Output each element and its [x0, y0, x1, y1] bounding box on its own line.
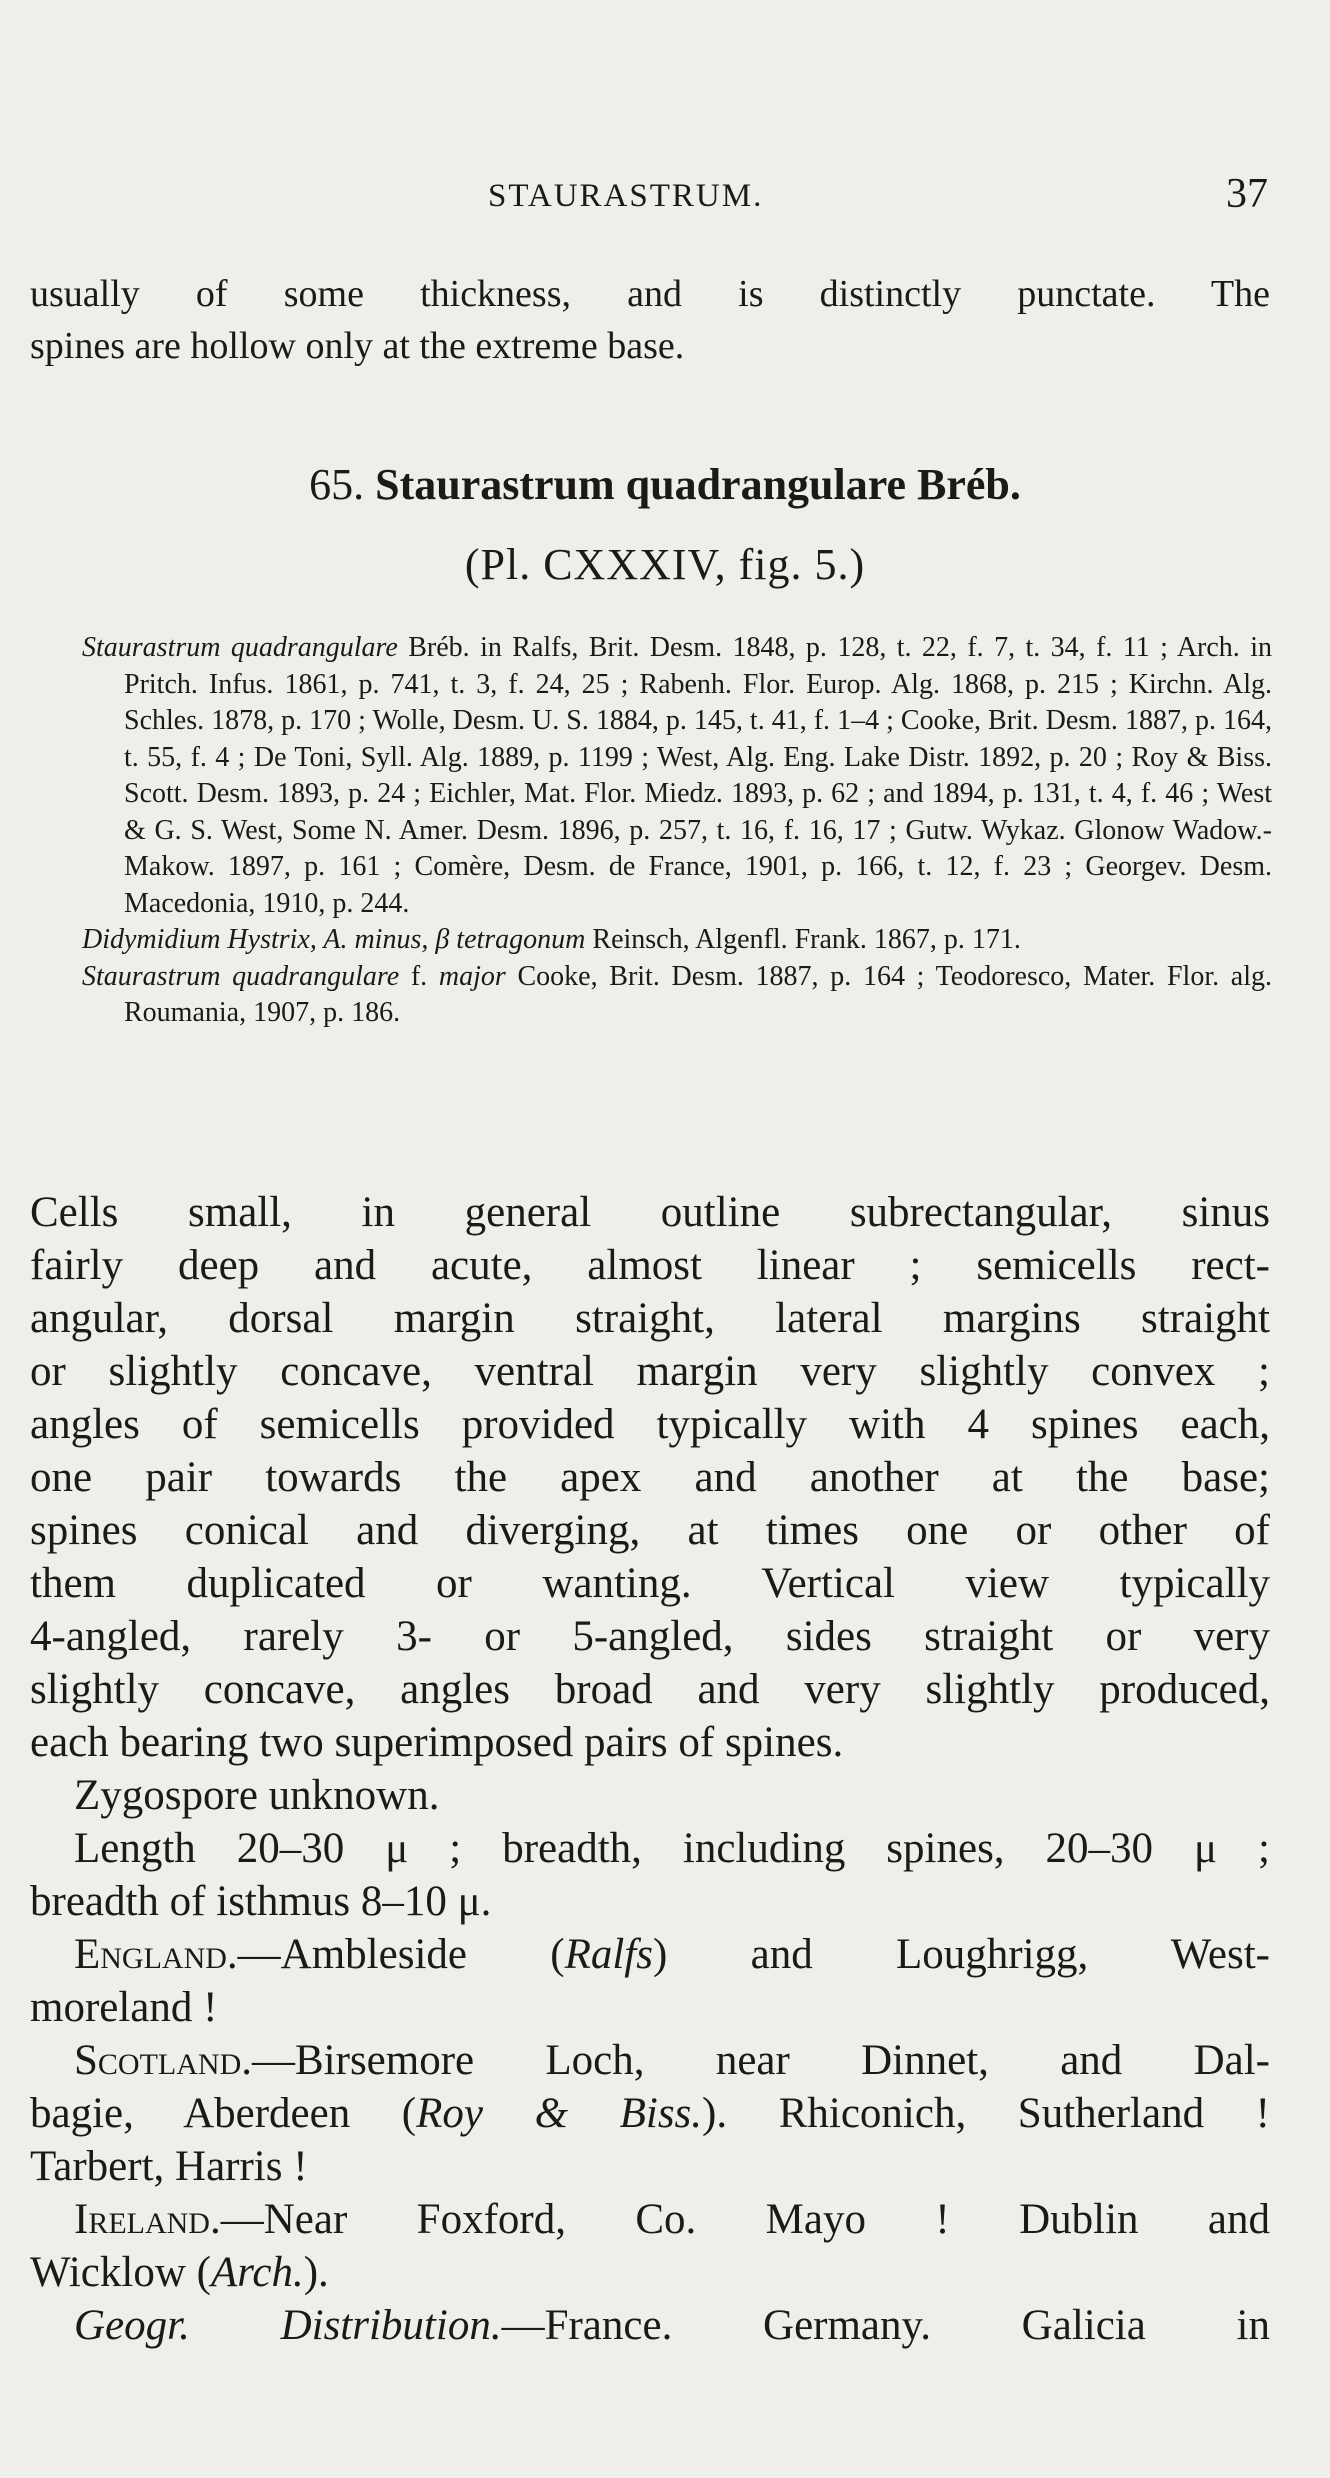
text-line: one pair towards the apex and another at the base; [30, 1454, 1270, 1501]
text-line [30, 2087, 1270, 2140]
collector-name: Arch. [210, 2249, 304, 2296]
text-line [30, 2299, 1270, 2352]
synonym-citations: Bréb. in Ralfs, Brit. Desm. 1848, p. 128, t. 22, f. 7, t. 34, f. 11 ; Arch. in Pritch. Infus. 1861, p. 741, t. 3, f. 24, 25 ; Rabenh. Flor. Europ. Alg. 1868, p. 215 ; Kirchn. Alg. Schles. 1878, p. 170 ; Wolle, Desm. U. S. 1884, p. 145, t. 41, f. 1–4 ; Cooke, Brit. Desm. 1887, p. 164, t. 55, f. 4 ; De Toni, Syll. Alg. 1889, p. 1199 ; West, Alg. Eng. Lake Distr. 1892, p. 20 ; Roy & Biss. Scott. Desm. 1893, p. 24 ; Eichler, Mat. Flor. Miedz. 1893, p. 62 ; and 1894, p. 131, t. 4, f. 46 ; West & G. S. West, Some N. Amer. Desm. 1896, p. 257, t. 16, f. 16, 17 ; Gutw. Wykaz. Glonow Wadow.-Makow. 1897, p. 161 ; Comère, Desm. de France, 1901, p. 166, t. 12, f. 23 ; Georgev. Desm. Macedonia, 1910, p. 244. [124, 632, 1272, 919]
text-line: Tarbert, Harris ! [30, 2143, 308, 2190]
text-line: angles of semicells provided typically with 4 spines each, [30, 1401, 1270, 1448]
text-line: them duplicated or wanting. Vertical view typically [30, 1560, 1270, 1607]
locality-text: ). Rhiconich, Sutherland ! [702, 2090, 1270, 2137]
text-line: or slightly concave, ventral margin very slightly convex ; [30, 1348, 1270, 1395]
synonym-citations: Reinsch, Algenfl. Frank. 1867, p. 171. [585, 924, 1021, 955]
synonym-name: Staurastrum quadrangulare [82, 960, 400, 992]
running-title: STAURASTRUM. [488, 178, 764, 214]
locality-ireland [30, 2193, 1270, 2299]
text-line: fairly deep and acute, almost linear ; semicells rect- [30, 1242, 1270, 1289]
region-name: England. [74, 1931, 238, 1978]
synonym-form: f. [399, 960, 439, 992]
text-line: 4-angled, rarely 3- or 5-angled, sides straight or very [30, 1613, 1270, 1660]
synonymy-entry [82, 922, 1272, 959]
synonym-name: Staurastrum quadrangulare [82, 632, 398, 663]
locality-text: bagie, Aberdeen ( [30, 2090, 417, 2137]
description-paragraph [30, 1186, 1270, 1769]
synonymy-entry [82, 959, 1272, 1032]
locality-text: —Near Foxford, Co. Mayo ! Dublin and [220, 2196, 1270, 2243]
text-line [30, 2193, 1270, 2246]
plate-reference: (Pl. CXXXIV, fig. 5.) [464, 540, 866, 589]
running-head [0, 168, 1330, 228]
text-line: spines are hollow only at the extreme base. [30, 325, 685, 367]
zygospore-note: Zygospore unknown. [74, 1772, 440, 1819]
text-line: slightly concave, angles broad and very slightly produced, [30, 1666, 1270, 1713]
synonym-name: Didymidium Hystrix, A. minus, β tetragonum [82, 924, 586, 955]
locality-text: —Ambleside ( [237, 1931, 565, 1978]
synonym-form-name: major [438, 960, 506, 992]
species-heading [0, 458, 1330, 512]
species-number: 65. [309, 460, 365, 509]
locality-text: ). [303, 2249, 329, 2296]
text-line: Cells small, in general outline subrectangular, sinus [30, 1189, 1270, 1236]
region-name: Scotland. [74, 2037, 252, 2084]
text-line: spines conical and diverging, at times one or other of [30, 1507, 1270, 1554]
distribution-label: Geogr. Distribution. [74, 2302, 502, 2349]
synonymy-block [82, 630, 1272, 1032]
species-name: Staurastrum quadrangulare Bréb. [375, 460, 1021, 509]
text-line: usually of some thickness, and is distinctly punctate. The [30, 273, 1270, 315]
locality-text: ) and Loughrigg, West- [653, 1931, 1271, 1978]
collector-name: Roy & Biss. [416, 2090, 703, 2137]
synonymy-entry [82, 630, 1272, 922]
species-description [30, 1186, 1270, 2352]
geographic-distribution [30, 2299, 1270, 2352]
continued-paragraph [30, 268, 1270, 372]
dimensions [30, 1822, 1270, 1928]
text-line: each bearing two superimposed pairs of spines. [30, 1719, 844, 1766]
locality-scotland [30, 2034, 1270, 2193]
text-line [30, 2246, 1270, 2299]
text-line [30, 2034, 1270, 2087]
region-name: Ireland. [74, 2196, 221, 2243]
distribution-text: —France. Germany. Galicia in [501, 2302, 1270, 2349]
text-line: breadth of isthmus 8–10 μ. [30, 1878, 492, 1925]
locality-text: —Birsemore Loch, near Dinnet, and Dal- [252, 2037, 1270, 2084]
page-number: 37 [1226, 171, 1268, 217]
locality-text: Wicklow ( [30, 2249, 211, 2296]
synonym-citations: Cooke, Brit. Desm. 1887, p. 164 ; Teodoresco, Mater. Flor. alg. Roumania, 1907, p. 186. [124, 960, 1273, 1028]
text-line: Length 20–30 μ ; breadth, including spines, 20–30 μ ; [74, 1825, 1270, 1872]
text-line: moreland ! [30, 1984, 218, 2031]
text-line [30, 1928, 1270, 1981]
locality-england [30, 1928, 1270, 2034]
collector-name: Ralfs [564, 1931, 653, 1978]
text-line: angular, dorsal margin straight, lateral margins straight [30, 1295, 1270, 1342]
